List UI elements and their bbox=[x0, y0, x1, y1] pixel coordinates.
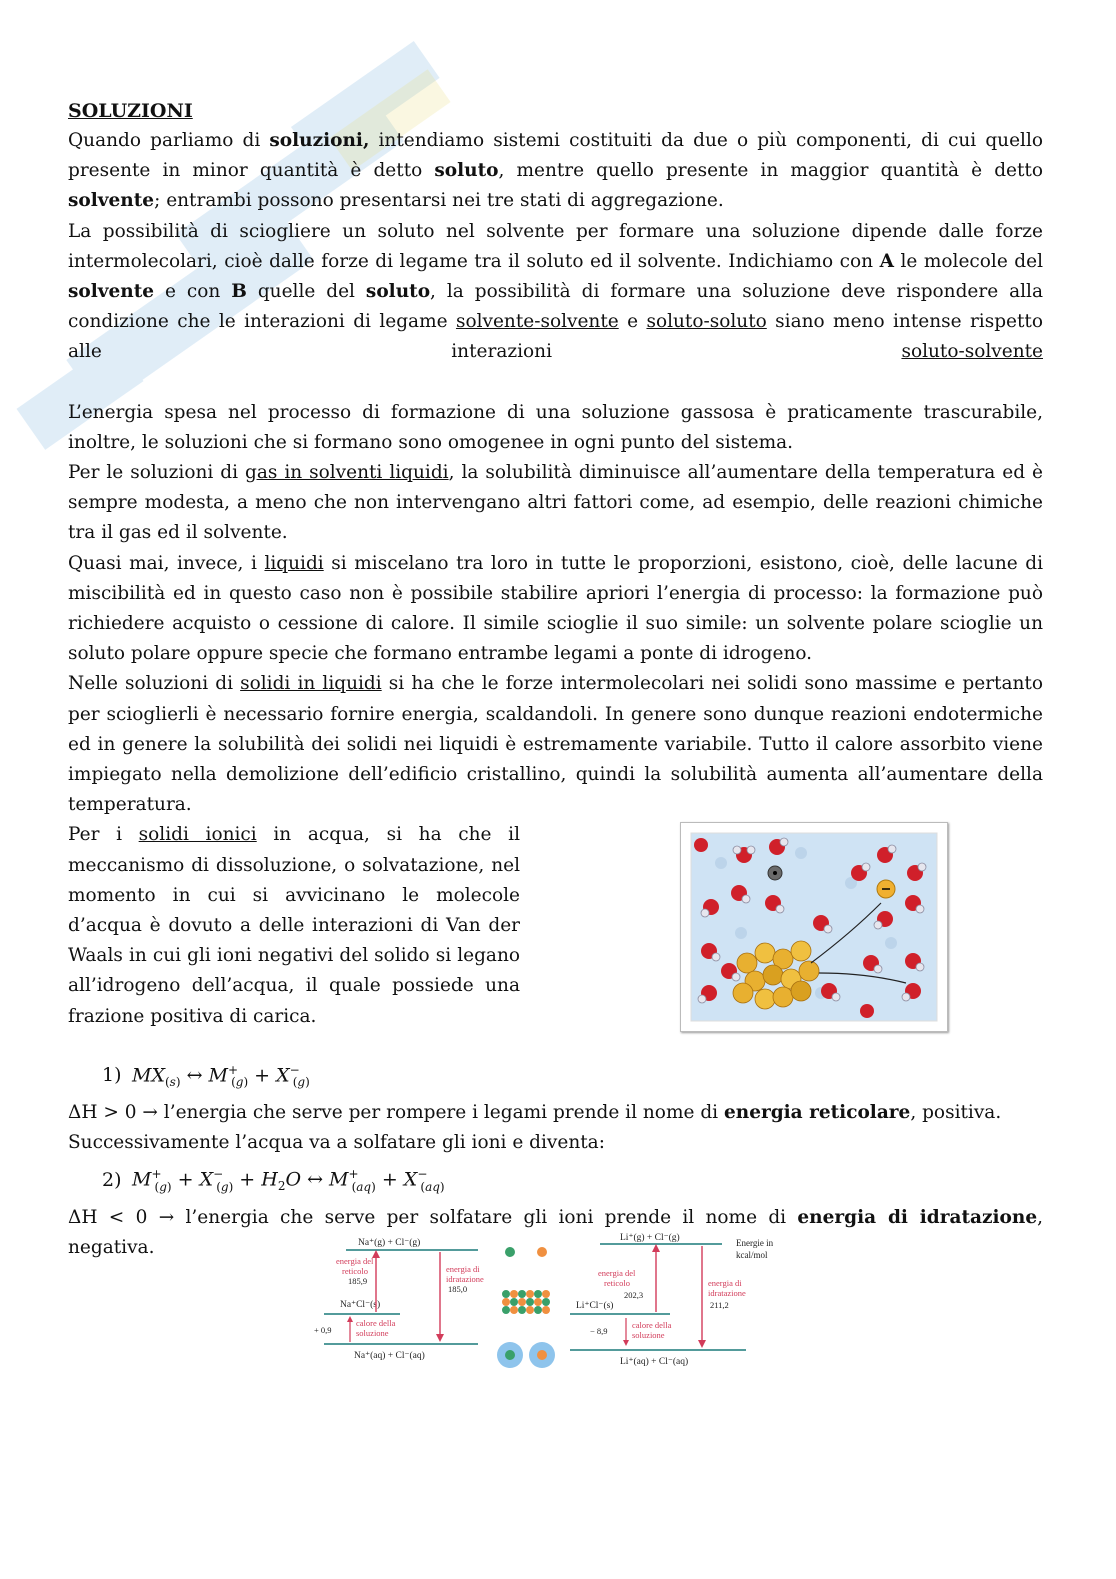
solvation-illustration bbox=[680, 822, 948, 1032]
svg-text:energia di: energia di bbox=[708, 1278, 742, 1288]
svg-text:calore della: calore della bbox=[632, 1320, 672, 1330]
paragraph-definition: Quando parliamo di soluzioni, intendiamo sistemi costituiti da due o più componenti, di cui quello presente in minor quantità è detto soluto, mentre quello presente in maggior quantità è detto solvente; entrambi possono presentarsi nei tre stati di aggregazione. bbox=[68, 130, 1044, 212]
paragraph-hydration-intro: Successivamente l’acqua va a solfatare gli ioni e diventa: bbox=[68, 1132, 605, 1154]
svg-text:Na⁺(g) + Cl⁻(g): Na⁺(g) + Cl⁻(g) bbox=[358, 1238, 421, 1248]
paragraph-intermolecular: La possibilità di sciogliere un soluto nel solvente per formare una soluzione dipende dalle forze intermolecolari, cioè dalle forze di legame tra il soluto ed il solvente. Indichiamo con A le molecole del solvente e con B quelle del soluto, la possibilità di formare una soluzione deve rispondere alla condizione che le interazioni di legame solvente-solvente e soluto-soluto siano meno intense rispetto alle interazioni soluto-solvente bbox=[68, 220, 1044, 363]
paragraph-liquids: Quasi mai, invece, i liquidi si miscelano tra loro in tutte le proporzioni, esistono, cioè, delle lacune di miscibilità ed in questo caso non è possibile stabilire apriori l’energia di processo: la formazione può richiedere acquisto o cessione di calore. Il simile scioglie il suo simile: un solvente polare scioglie un soluto polare oppure specie che formano entrambe legami a ponte di idrogeno. bbox=[68, 552, 1043, 665]
svg-text:idratazione: idratazione bbox=[708, 1288, 746, 1298]
svg-text:energia del: energia del bbox=[336, 1256, 374, 1266]
svg-text:Li⁺(aq) + Cl⁻(aq): Li⁺(aq) + Cl⁻(aq) bbox=[620, 1357, 689, 1367]
svg-text:soluzione: soluzione bbox=[632, 1330, 665, 1340]
paragraph-solids-in-liquids: Nelle soluzioni di solidi in liquidi si ha che le forze intermolecolari nei solidi sono massime e pertanto per scioglierli è necessario fornire energia, scaldandoli. In genere sono dunque reazioni endotermiche ed in genere la solubilità dei solidi nei liquidi è estremamente variabile. Tutto il calore assorbito viene impiegato nella demolizione dell’edificio cristallino, quindi la solubilità aumenta all’aumentare della temperatura. bbox=[68, 673, 1044, 816]
svg-text:Na⁺Cl⁻(s): Na⁺Cl⁻(s) bbox=[340, 1300, 381, 1310]
paragraph-lattice-energy: ΔH > 0 → l’energia che serve per rompere i legami prende il nome di energia reticolare, positiva. bbox=[68, 1102, 1002, 1124]
paragraph-gas-solutions: L’energia spesa nel processo di formazione di una soluzione gassosa è praticamente trascurabile, inoltre, le soluzioni che si formano sono omogenee in ogni punto del sistema. bbox=[68, 401, 1043, 453]
svg-text:185,9: 185,9 bbox=[348, 1276, 368, 1286]
svg-text:kcal/mol: kcal/mol bbox=[736, 1250, 768, 1260]
svg-text:202,3: 202,3 bbox=[624, 1290, 644, 1300]
equation-1: 1) $MX_{(s)}$ ↔ $M^+_{(g)} + X^-_{(g)}$ bbox=[102, 1062, 310, 1090]
paragraph-gas-in-liquids: Per le soluzioni di gas in solventi liquidi, la solubilità diminuisce all’aumentare della temperatura ed è sempre modesta, a meno che non intervengano altri fattori come, ad esempio, delle reazioni chimiche tra il gas ed il solvente. bbox=[68, 462, 1043, 544]
svg-text:reticolo: reticolo bbox=[342, 1266, 368, 1276]
paragraph-hydration-energy: ΔH < 0 → l’energia che serve per solfatare gli ioni prende il nome di energia di idratazione, negativa. bbox=[68, 1206, 1043, 1258]
svg-text:− 8,9: − 8,9 bbox=[590, 1326, 608, 1336]
document-body bbox=[68, 96, 1043, 1263]
licl-cycle bbox=[570, 1232, 774, 1367]
ion-crystal-icons bbox=[497, 1247, 555, 1368]
svg-text:Energie in: Energie in bbox=[736, 1238, 774, 1248]
svg-text:soluzione: soluzione bbox=[356, 1328, 389, 1338]
svg-text:185,0: 185,0 bbox=[448, 1284, 468, 1294]
chloride-ion-icon bbox=[505, 1247, 515, 1257]
svg-text:Li⁺(g) + Cl⁻(g): Li⁺(g) + Cl⁻(g) bbox=[620, 1233, 680, 1243]
svg-text:reticolo: reticolo bbox=[604, 1278, 630, 1288]
energy-diagram bbox=[310, 1228, 800, 1378]
svg-text:Na⁺(aq) + Cl⁻(aq): Na⁺(aq) + Cl⁻(aq) bbox=[354, 1351, 425, 1361]
equation-2: 2) $M^+_{(g)} + X^-_{(g)} + H_2O$ ↔ $M^+_{(aq)} + X^-_{(aq)}$ bbox=[102, 1167, 445, 1194]
svg-text:idratazione: idratazione bbox=[446, 1274, 484, 1284]
svg-text:calore della: calore della bbox=[356, 1318, 396, 1328]
svg-text:211,2: 211,2 bbox=[710, 1300, 729, 1310]
nacl-cycle bbox=[314, 1237, 484, 1361]
svg-text:energia di: energia di bbox=[446, 1264, 480, 1274]
sodium-ion-icon bbox=[537, 1247, 547, 1257]
paragraph-ionic-solids: Per i solidi ionici in acqua, si ha che il meccanismo di dissoluzione, o solvatazione, nel momento in cui si avvicinano le molecole d’acqua è dovuto a delle interazioni di Van der Waals in cui gli ioni negativi del solido si legano all’idrogeno dell’acqua, il quale possiede una frazione positiva di carica. bbox=[68, 824, 520, 1027]
svg-text:energia del: energia del bbox=[598, 1268, 636, 1278]
svg-text:+ 0,9: + 0,9 bbox=[314, 1325, 332, 1335]
page-title: SOLUZIONI bbox=[68, 100, 193, 122]
svg-text:Li⁺Cl⁻(s): Li⁺Cl⁻(s) bbox=[576, 1301, 614, 1311]
